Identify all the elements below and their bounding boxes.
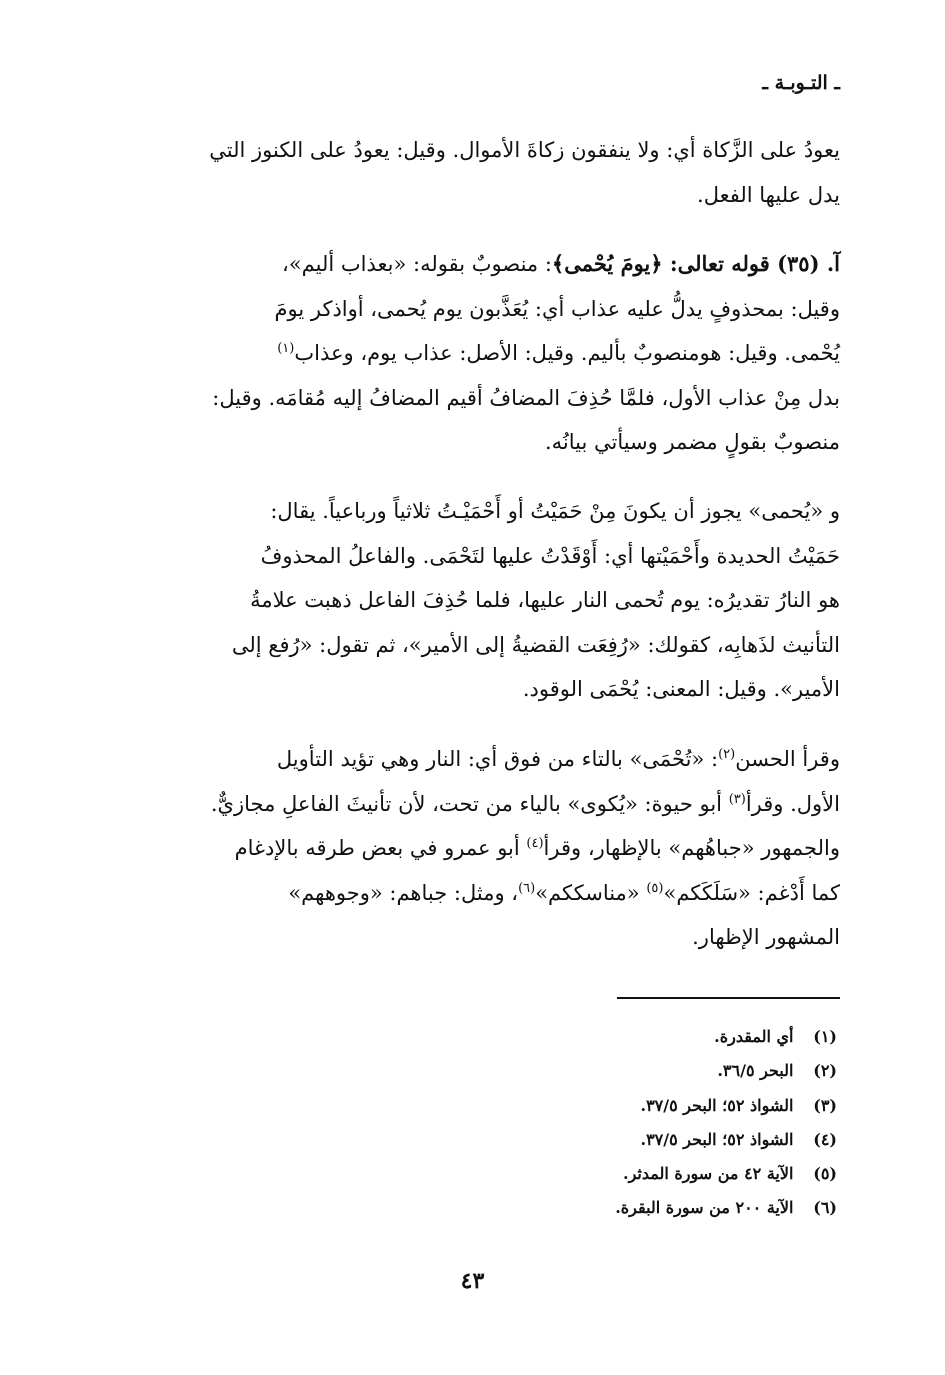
text-run: والجمهور «جباهُهم» بالإظهار، وقرأ [543,836,840,860]
running-header: ـ التـوبـة ـ [762,72,840,94]
paragraph-1 [105,128,840,217]
text-line [105,871,840,916]
footnote-marker[interactable]: (٥) [646,880,664,896]
footnote-number: (٤) [813,1129,837,1149]
text-line: المشهور الإظهار. [692,925,840,949]
paragraph-3 [105,489,840,712]
paragraph-2 [105,242,840,465]
footnote-marker[interactable]: (٤) [526,836,544,851]
text-line [105,826,840,871]
text-line: يعودُ على الزَّكاة أي: ولا ينفقون زكاةَ الأموال. وقيل: يعودُ على الكنوز التي [209,138,840,162]
text-run: وقرأ الحسن [735,747,840,771]
verse-heading: آ. (٣٥) قوله تعالى: ﴿يومَ يُحْمى﴾ [551,251,840,276]
text-line: يدل عليها الفعل. [697,182,840,207]
footnote-text: الشواذ ٥٢؛ البحر ٣٧/٥. [640,1129,794,1149]
text-run: : «تُحْمَى» بالتاء من فوق أي: النار وهي تؤيد التأويل [276,747,719,771]
footnote-text: الشواذ ٥٢؛ البحر ٣٧/٥. [640,1095,794,1115]
text-run: «مناسككم» [535,880,647,905]
footnote-text: البحر ٣٦/٥. [717,1061,794,1081]
page-number: ٤٣ [460,1268,485,1294]
footnote-marker[interactable]: (٣) [728,791,746,807]
text-line: الأمير». وقيل: المعنى: يُحْمَى الوقود. [522,677,840,701]
footnote-marker[interactable]: (١) [277,341,295,356]
text-line: بدل مِنْ عذاب الأول، فلمَّا حُذِفَ المضافُ أقيم المضافُ إليه مُقامَه. وقيل: [212,385,840,410]
paragraph-4 [105,737,840,960]
text-run: الأول. وقرأ [745,791,840,816]
text-run: أبو حيوة: «يُكوى» بالياء من تحت، لأن تأنيثَ الفاعلِ مجازيٌّ. [210,791,729,816]
text-line [105,782,840,827]
footnote-text: أي المقدرة. [714,1027,794,1046]
text-line: هو النارُ تقديرُه: يوم تُحمى النار عليها، فلما حُذِفَ الفاعل ذهبت علامةُ [250,588,840,612]
text-run: ، ومثل: جباهم: «وجوههم» [288,880,519,905]
footnote-text: الآية ٢٠٠ من سورة البقرة. [615,1198,794,1218]
footnote-item [337,1089,837,1123]
text-line: منصوبٌ بقولٍ مضمر وسيأتي بيانُه. [544,430,840,454]
text-line: التأنيث لذَهابِه، كقولك: «رُفِعَت القضيةُ إلى الأمير»، ثم تقول: «رُفع إلى [231,632,840,657]
footnote-item [337,1191,837,1225]
text-line: وقيل: بمحذوفٍ يدلُّ عليه عذاب أي: يُعَذَّبون يوم يُحمى، أواذكر يومَ [274,296,840,321]
footnote-item [337,1123,837,1157]
footnote-marker[interactable]: (٢) [718,747,736,762]
text-run: أبو عمرو في بعض طرقه بالإدغام [234,836,527,860]
text-line [105,331,840,376]
text-line: و «يُحمى» يجوز أن يكونَ مِنْ حَمَيْتُ أو أَحْمَيْـتُ ثلاثياً ورباعياً. يقال: [270,499,840,523]
footnote-text: الآية ٤٢ من سورة المدثر. [623,1164,794,1184]
footnote-number: (٥) [813,1164,837,1184]
text-run: كما أَدْغم: «سَلَكَكم» [663,880,840,905]
footnote-number: (٢) [813,1061,837,1081]
footnote-number: (٦) [813,1198,837,1218]
text-line [105,737,840,782]
footnote-item [337,1020,837,1054]
footnote-number: (٣) [813,1095,837,1115]
footnote-item [337,1054,837,1088]
text-run: يُحْمى. وقيل: هومنصوبٌ بأليم. وقيل: الأصل: عذاب يوم، وعذاب [294,341,840,365]
text-run: : منصوبٌ بقوله: «بعذاب أليم»، [282,252,552,276]
text-line [105,242,840,287]
text-line: حَمَيْتُ الحديدة وأَحْمَيْتها أي: أَوْقَدْتُ عليها لتَحْمَى. والفاعلُ المحذوفُ [260,543,840,568]
footnote-number: (١) [813,1027,837,1046]
footnote-item [337,1157,837,1191]
footnotes-list [337,1020,837,1226]
footnote-marker[interactable]: (٦) [518,880,536,896]
footnote-separator [617,997,840,999]
